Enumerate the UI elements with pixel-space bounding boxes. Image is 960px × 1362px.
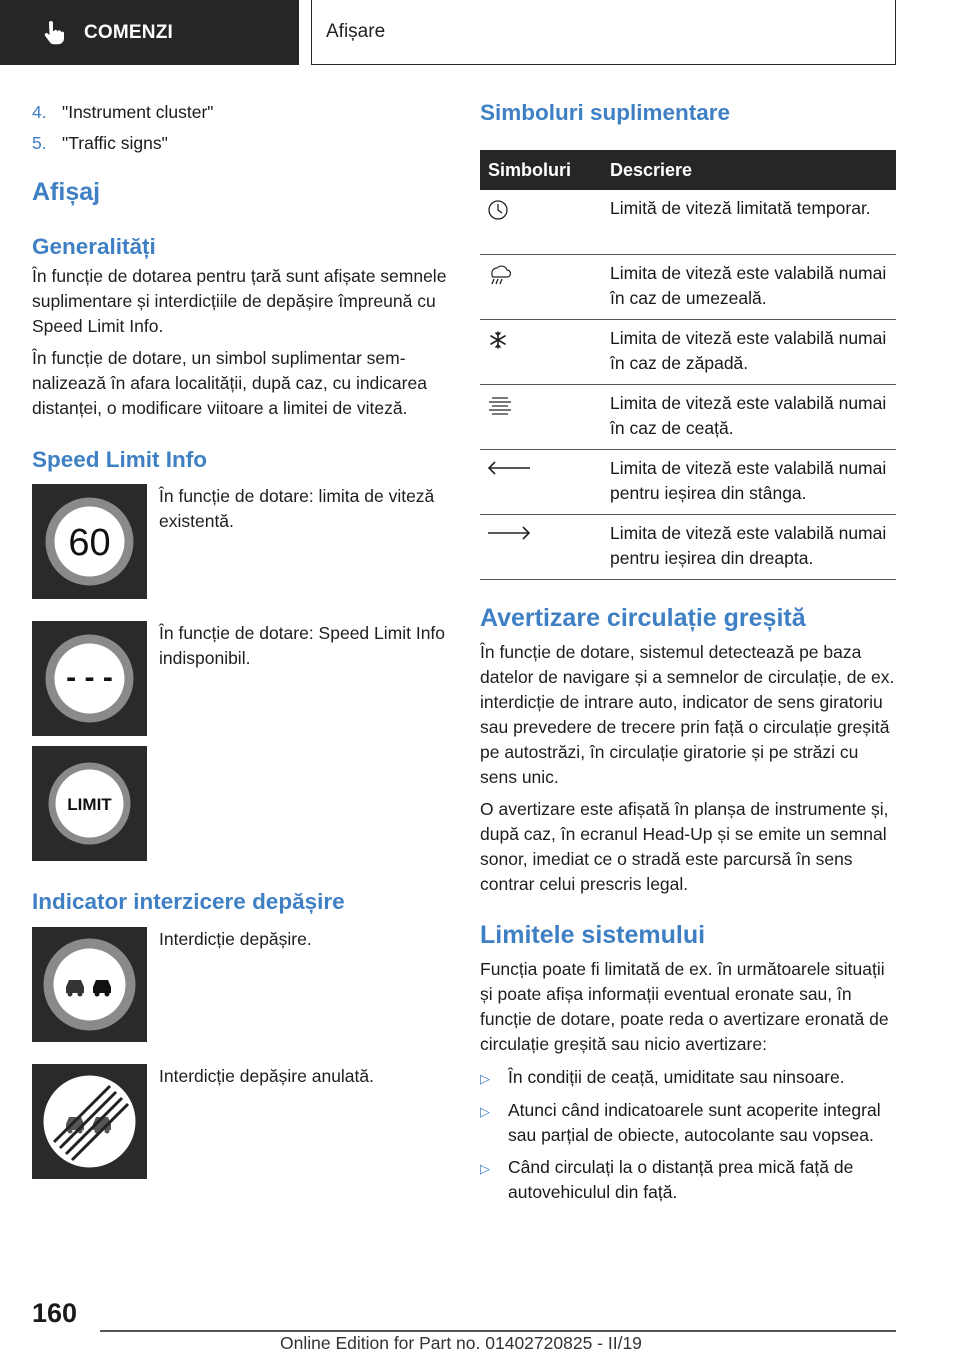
table-row: [480, 385, 896, 450]
no-passing-sign: [32, 927, 147, 1042]
sign-row: [32, 927, 450, 1042]
bullet-list: [480, 1065, 896, 1205]
clock-icon: [486, 198, 510, 222]
heading-limitele: Limitele sistemului: [480, 921, 706, 949]
heading-indicator: Indicator interzicere depășire: [32, 889, 345, 914]
edition-text: Online Edition for Part no. 01402720825 - II/19: [280, 1333, 642, 1353]
paragraph: Funcția poate fi limitată de ex. în următoarele situații și poate afișa informații eventual eronate sau, în funcție de dotare, poate reda o avertizare eronată de circulație greșită sau nicio avertizare:: [480, 959, 889, 1054]
speed-limit-60-sign: [32, 484, 147, 599]
table-header-symbols: Simboluri: [480, 150, 602, 190]
triangle-bullet-icon: ▷: [480, 1071, 490, 1086]
chapter-label: Afișare: [326, 21, 386, 42]
table-cell-description: Limita de viteză este valabilă numai în caz de zăpadă.: [602, 320, 896, 385]
fog-icon: [486, 393, 514, 417]
snowflake-icon: [486, 328, 510, 352]
list-number: 5.: [32, 133, 47, 153]
hand-pointer-icon: [42, 21, 64, 45]
arrow-left-icon: [486, 458, 532, 478]
sign-description: Interdicție depășire anulată.: [159, 1066, 374, 1086]
table-row: [480, 515, 896, 580]
list-item: [480, 1065, 896, 1091]
table-cell-description: Limita de viteză este valabilă numai pentru ieșirea din dreapta.: [602, 515, 896, 580]
section-label: COMENZI: [84, 21, 174, 43]
paragraph: O avertizare este afișată în planșa de instrumente și, după caz, în ecranul Head-Up și se emite un semnal sonor, imediat ce o stradă este parcursă în sens contrar celui prescris legal.: [480, 799, 889, 894]
heading-avertizare: Avertizare circulație greșită: [480, 604, 806, 632]
paragraph: În funcție de dotare, sistemul detectează pe baza datelor de navigare și a semnelor de circulație, de ex. interdicție de intrare auto, indicator de sens giratoriu sau prevedere de trecere prin față o circulație greșită pe autostrăzi, în circulație giratorie și pe străzi cu sens unic.: [480, 642, 895, 787]
left-column: [32, 100, 450, 1179]
speed-limit-unavailable-sign: [32, 621, 147, 736]
bullet-text: Atunci când indicatoarele sunt acoperite integral sau parțial de obiecte, autocolante sau vopsea.: [508, 1100, 881, 1145]
list-text: "Traffic signs": [62, 133, 168, 153]
list-text: "Instrument cluster": [62, 102, 214, 122]
limit-sign: [32, 746, 147, 861]
paragraph: În funcție de dotarea pentru țară sunt afișate semnele suplimentare și interdicțiile de depășire împreună cu Speed Limit Info.: [32, 266, 447, 336]
table-cell-description: Limita de viteză este valabilă numai în caz de umezeală.: [602, 255, 896, 320]
right-column: [480, 100, 896, 1212]
list-item: [32, 100, 450, 131]
heading-afisaj: Afișaj: [32, 178, 101, 206]
sign-row: [32, 746, 450, 861]
sign-row: [32, 1064, 450, 1179]
sign-description: În funcție de dotare: Speed Limit Info indisponibil.: [159, 623, 446, 668]
heading-speed-limit-info: Speed Limit Info: [32, 447, 208, 472]
end-no-passing-sign: [32, 1064, 147, 1179]
table-row: [480, 320, 896, 385]
triangle-bullet-icon: ▷: [480, 1161, 490, 1176]
table-cell-description: Limita de viteză este valabilă numai în caz de ceață.: [602, 385, 896, 450]
list-item: [32, 131, 450, 162]
table-cell-description: Limită de viteză limitată temporar.: [602, 190, 896, 255]
list-item: [480, 1155, 896, 1205]
list-number: 4.: [32, 102, 47, 122]
footer-divider: [100, 1330, 896, 1332]
sign-row: [32, 484, 450, 599]
list-item: [480, 1098, 896, 1148]
chapter-header: [311, 0, 896, 65]
paragraph: În funcție de dotare, un simbol suplimentar semnalizează în afara localității, după caz, cu indicarea distanței, o modificare viitoare a limitei de viteză.: [32, 348, 427, 418]
sign-value: - - -: [66, 661, 113, 694]
triangle-bullet-icon: ▷: [480, 1104, 490, 1119]
table-row: [480, 255, 896, 320]
rain-icon: [486, 263, 512, 287]
sign-description: În funcție de dotare: limita de viteză existentă.: [159, 486, 435, 531]
table-row: [480, 450, 896, 515]
symbols-table: [480, 150, 896, 580]
section-tab[interactable]: [0, 0, 299, 65]
sign-value: 60: [68, 522, 111, 564]
heading-simboluri: Simboluri suplimentare: [480, 100, 731, 125]
sign-row: [32, 621, 450, 736]
bullet-text: Când circulați la o distanță prea mică față de autovehiculul din față.: [508, 1157, 854, 1202]
table-cell-description: Limita de viteză este valabilă numai pentru ieșirea din stânga.: [602, 450, 896, 515]
table-row: [480, 190, 896, 255]
page-number: 160: [32, 1298, 78, 1328]
heading-generalitati: Generalități: [32, 234, 156, 259]
arrow-right-icon: [486, 523, 532, 543]
sign-value: LIMIT: [67, 795, 112, 814]
table-header-description: Descriere: [602, 150, 896, 190]
sign-description: Interdicție depășire.: [159, 929, 312, 949]
bullet-text: În condiții de ceață, umiditate sau ninsoare.: [508, 1067, 845, 1087]
